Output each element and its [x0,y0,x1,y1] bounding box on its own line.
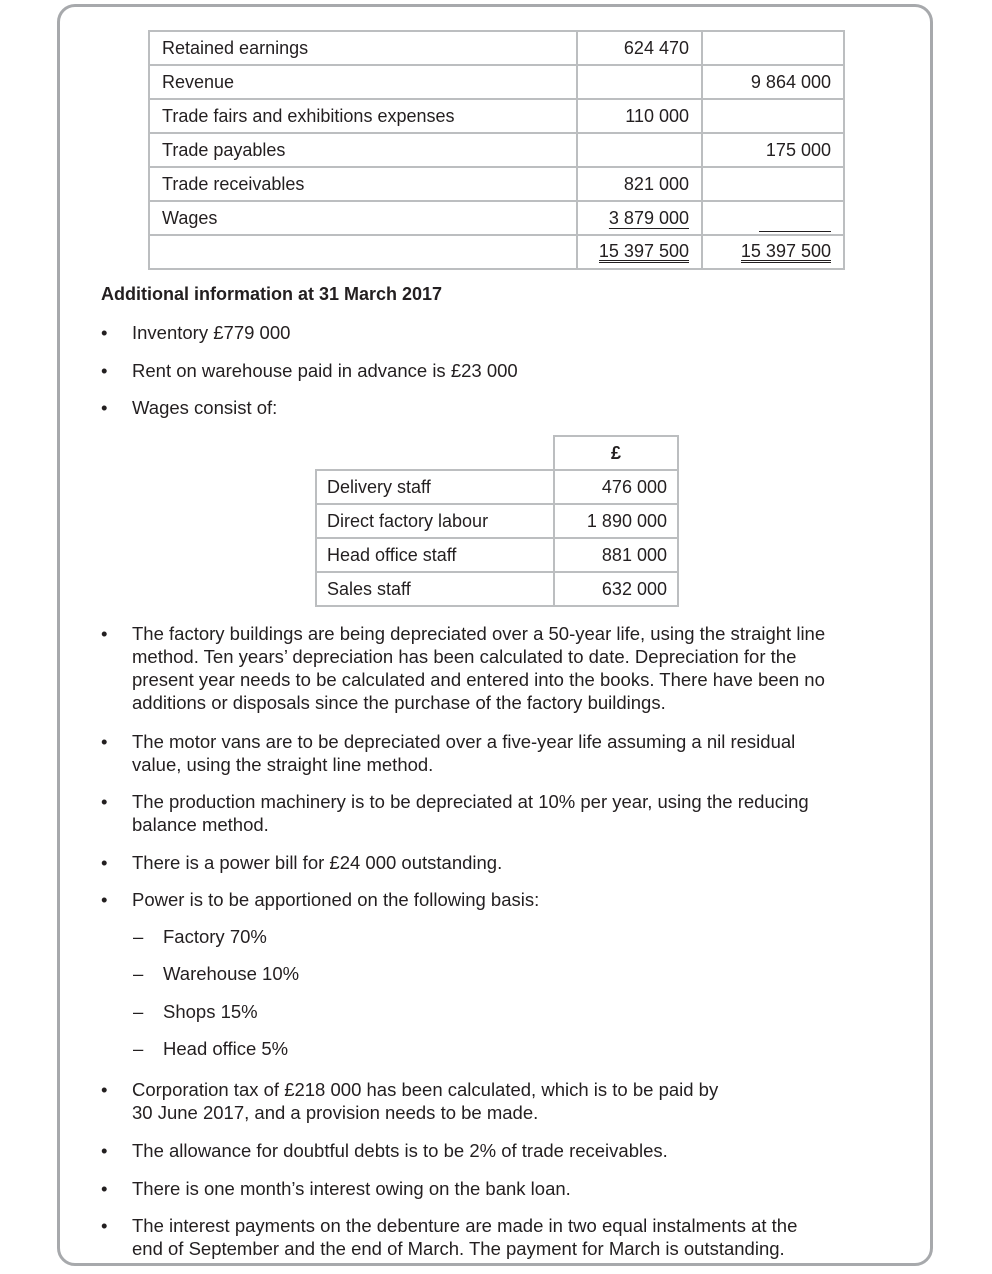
credit-total: 15 397 500 [740,241,831,261]
credit-cell [702,99,844,133]
bullet-icon: • [101,322,108,343]
sub-list-item-text: Shops 15% [163,1001,258,1022]
bullet-icon: • [101,1215,108,1236]
list-item-text: The interest payments on the debenture are made in two equal instalments at the end of September and the end of March. The payment for March is outstanding. [132,1215,798,1259]
trial-balance-table [148,30,845,270]
row-label: Wages [149,201,577,235]
table-row [149,99,844,133]
row-value: 632 000 [554,572,678,606]
row-value: 881 000 [554,538,678,572]
debit-total-cell [577,235,702,269]
wages-breakdown-table [315,435,679,607]
list-item-text: The motor vans are to be depreciated over a five-year life assuming a nil residual value, using the straight line method. [132,731,796,775]
header-blank [316,436,554,470]
row-label: Direct factory labour [316,504,554,538]
row-label: Trade receivables [149,167,577,201]
row-label: Sales staff [316,572,554,606]
row-label: Head office staff [316,538,554,572]
bullet-icon: • [101,731,108,752]
dash-icon: – [133,1038,144,1059]
row-label: Retained earnings [149,31,577,65]
debit-cell [577,65,702,99]
subtotal-rule [759,231,831,232]
table-row [316,572,678,606]
table-row [316,538,678,572]
table-row [316,470,678,504]
dash-icon: – [133,926,144,947]
totals-label [149,235,577,269]
header-row [316,436,678,470]
debit-cell: 624 470 [577,31,702,65]
bullet-icon: • [101,360,108,381]
row-label: Trade fairs and exhibitions expenses [149,99,577,133]
credit-cell [702,31,844,65]
table-row [149,65,844,99]
totals-row [149,235,844,269]
credit-cell [702,167,844,201]
row-value: 1 890 000 [554,504,678,538]
bullet-icon: • [101,1079,108,1100]
list-item-text: There is one month’s interest owing on the bank loan. [132,1178,571,1199]
debit-cell: 110 000 [577,99,702,133]
bullet-icon: • [101,852,108,873]
list-item-text: The factory buildings are being depreciated over a 50-year life, using the straight line method. Ten years’ depreciation has been calculated to date. Depreciation for the present year needs to be calculated and entered into the books. There have been no additions or disposals since the purchase of the factory buildings. [132,623,826,713]
row-value: 476 000 [554,470,678,504]
debit-cell [577,201,702,235]
list-item-text: Inventory £779 000 [132,322,291,343]
row-label: Revenue [149,65,577,99]
row-label: Delivery staff [316,470,554,504]
table-row [149,133,844,167]
credit-total-cell [702,235,844,269]
list-item-text: The production machinery is to be depreciated at 10% per year, using the reducing balance method. [132,791,809,835]
list-item-text: Corporation tax of £218 000 has been calculated, which is to be paid by 30 June 2017, and a provision needs to be made. [132,1079,719,1123]
section-heading: Additional information at 31 March 2017 [101,284,443,304]
table-row [149,31,844,65]
debit-cell [577,133,702,167]
sub-list-item-text: Head office 5% [163,1038,289,1059]
list-item-text: There is a power bill for £24 000 outstanding. [132,852,503,873]
credit-cell: 9 864 000 [702,65,844,99]
debit-cell: 821 000 [577,167,702,201]
credit-cell [702,201,844,235]
bullet-icon: • [101,889,108,910]
sub-list-item-text: Warehouse 10% [163,963,300,984]
bullet-icon: • [101,791,108,812]
bullet-icon: • [101,623,108,644]
bullet-icon: • [101,397,108,418]
dash-icon: – [133,963,144,984]
bullet-icon: • [101,1178,108,1199]
debit-total: 15 397 500 [598,241,689,261]
list-item-text: Rent on warehouse paid in advance is £23 000 [132,360,518,381]
wages-debit-value: 3 879 000 [608,207,689,228]
list-item-text: The allowance for doubtful debts is to be 2% of trade receivables. [132,1140,668,1161]
dash-icon: – [133,1001,144,1022]
table-row [149,167,844,201]
table-row [316,504,678,538]
credit-cell: 175 000 [702,133,844,167]
list-item-text: Power is to be apportioned on the following basis: [132,889,540,910]
sub-list-item-text: Factory 70% [163,926,267,947]
table-row [149,201,844,235]
bullet-icon: • [101,1140,108,1161]
row-label: Trade payables [149,133,577,167]
list-item-text: Wages consist of: [132,397,278,418]
currency-header: £ [554,436,678,470]
